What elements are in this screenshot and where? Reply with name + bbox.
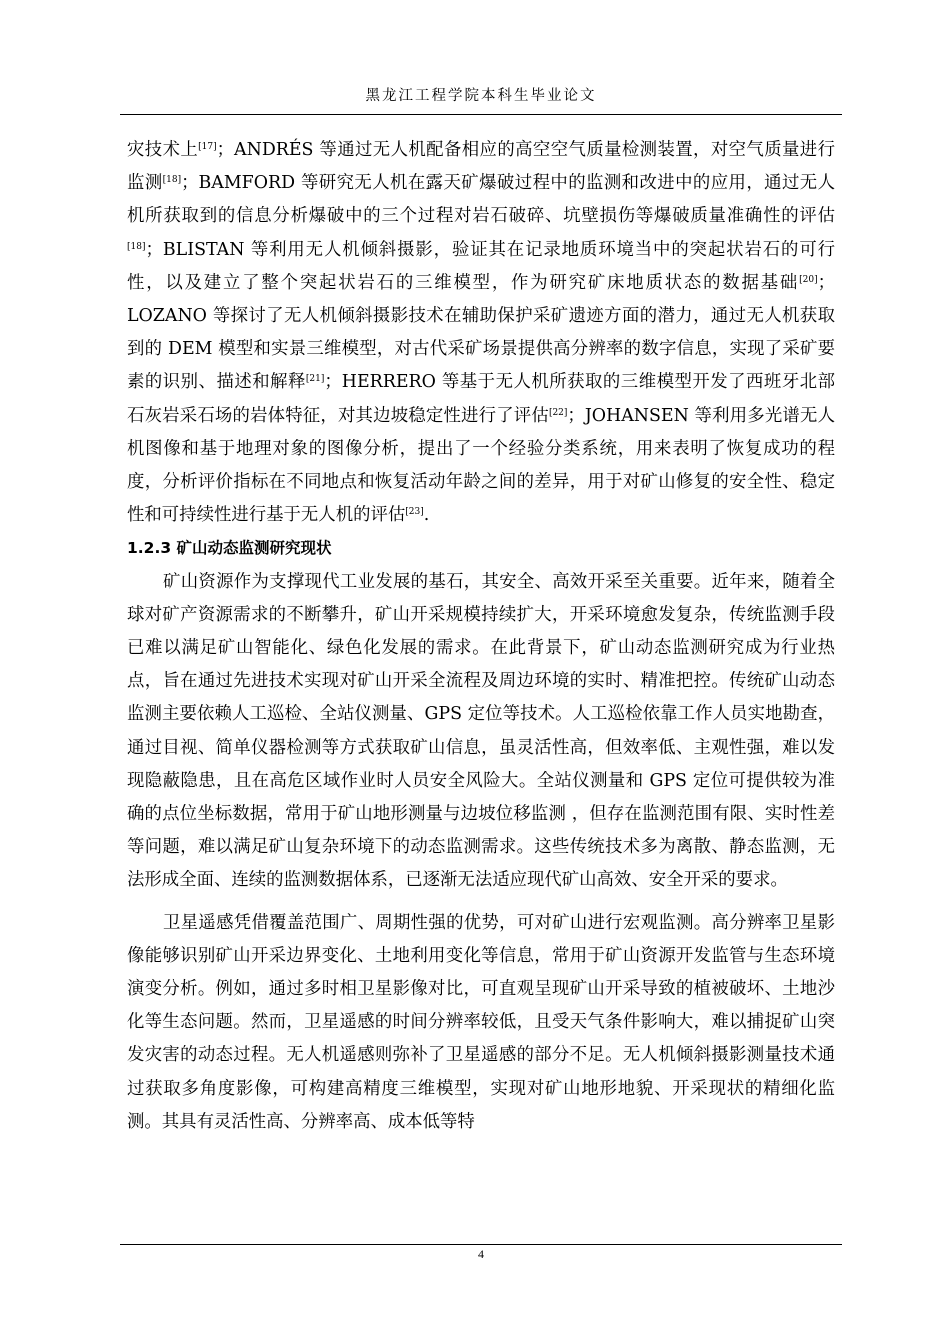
citation-21: [21]: [305, 374, 325, 385]
text-run: ；JOHANSEN 等利用多光谱无人机图像和基于地理对象的图像分析，提出了一个经验分类系统，用来表明了恢复成功的程度，分析评价指标在不同地点和恢复活动年龄之间的差异，用于对矿山修复的安全性、稳定性和可持续性进行基于无人机的评估: [127, 405, 835, 526]
running-header-title: 黑龙江工程学院本科生毕业论文: [365, 88, 597, 104]
citation-18: [18]: [162, 175, 182, 186]
header-divider: [120, 114, 842, 115]
text-run: ；BLISTAN 等利用无人机倾斜摄影，验证其在记录地质环境当中的突起状岩石的可行性，以及建立了整个突起状岩石的三维模型，作为研究矿床地质状态的数据基础: [127, 239, 835, 293]
footer-divider: [120, 1244, 842, 1245]
page-number: 4: [478, 1247, 484, 1261]
paragraph-remote-sensing: 卫星遥感凭借覆盖范围广、周期性强的优势，可对矿山进行宏观监测。高分辨率卫星影像能够识别矿山开采边界变化、土地利用变化等信息，常用于矿山资源开发监管与生态环境演变分析。例如，通过多时相卫星影像对比，可直观呈现矿山开采导致的植被破坏、土地沙化等生态问题。然而，卫星遥感的时间分辨率较低，且受天气条件影响大，难以捕捉矿山突发灾害的动态过程。无人机遥感则弥补了卫星遥感的部分不足。无人机倾斜摄影测量技术通过获取多角度影像，可构建高精度三维模型，实现对矿山地形地貌、开采现状的精细化监测。其具有灵活性高、分辨率高、成本低等特: [127, 912, 835, 1132]
text-run: ；ANDRÉS 等通过无人机配备相应的高空空气质量检测装置，对空气质量进行监测: [127, 140, 835, 194]
paragraph-uav-applications: [127, 134, 835, 532]
citation-23: [23]: [405, 507, 424, 518]
section-heading-1-2-3: 1.2.3 矿山动态监测研究现状: [127, 539, 332, 558]
text-run: ；HERRERO 等基于无人机所获取的三维模型开发了西班牙北部石灰岩采石场的岩体特征，对其边坡稳定性进行了评估: [127, 372, 835, 426]
text-run: ；BAMFORD 等研究无人机在露天矿爆破过程中的监测和改进中的应用，通过无人机所获取到的信息分析爆破中的三个过程对岩石破碎、坑壁损伤等爆破质量准确性的评估: [127, 173, 835, 227]
citation-17: [17]: [198, 142, 217, 152]
text-run: .: [423, 505, 430, 526]
citation-20: [20]: [799, 274, 818, 285]
paragraph-traditional-monitoring: 矿山资源作为支撑现代工业发展的基石，其安全、高效开采至关重要。近年来，随着全球对矿产资源需求的不断攀升，矿山开采规模持续扩大，开采环境愈发复杂，传统监测手段已难以满足矿山智能化、绿色化发展的需求。在此背景下，矿山动态监测研究成为行业热点，旨在通过先进技术实现对矿山开采全流程及周边环境的实时、精准把控。传统矿山动态监测主要依赖人工巡检、全站仪测量、GPS 定位等技术。人工巡检依靠工作人员实地勘查，通过目视、简单仪器检测等方式获取矿山信息，虽灵活性高，但效率低、主观性强，难以发现隐蔽隐患，且在高危区域作业时人员安全风险大。全站仪测量和 GPS 定位可提供较为准确的点位坐标数据，常用于矿山地形测量与边坡位移监测 ，但存在监测范围有限、实时性差等问题，难以满足矿山复杂环境下的动态监测需求。这些传统技术多为离散、静态监测，无法形成全面、连续的监测数据体系，已逐渐无法适应现代矿山高效、安全开采的要求。: [127, 571, 835, 891]
citation-18-second: [18]: [127, 241, 146, 252]
citation-22: [22]: [548, 407, 568, 418]
text-run: 灾技术上: [127, 140, 199, 160]
body-text: [127, 134, 835, 1139]
text-run: ；LOZANO 等探讨了无人机倾斜摄影技术在辅助保护采矿遗迹方面的潜力，通过无人机获取到的 DEM 模型和实景三维模型，对古代采矿场景提供高分辨率的数字信息，实现了采矿要素的识别、描述和解释: [127, 272, 835, 393]
